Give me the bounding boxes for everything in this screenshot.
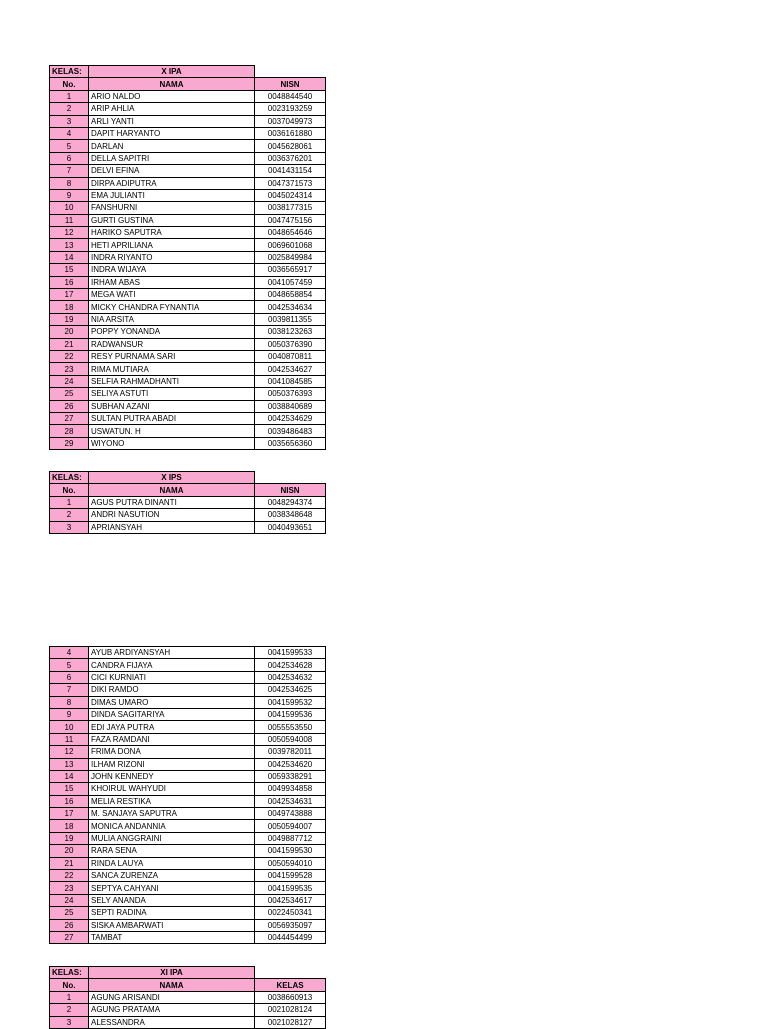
table-row bbox=[50, 882, 326, 894]
row-number: 25 bbox=[50, 907, 89, 919]
student-id: 0041084585 bbox=[255, 375, 326, 387]
data-table bbox=[49, 471, 326, 534]
student-id: 0047475156 bbox=[255, 214, 326, 226]
row-number: 4 bbox=[50, 647, 89, 659]
student-id: 0038123263 bbox=[255, 326, 326, 338]
student-name: DIKI RAMDO bbox=[89, 684, 255, 696]
table-row bbox=[50, 388, 326, 400]
row-number: 17 bbox=[50, 808, 89, 820]
student-id: 0042534627 bbox=[255, 363, 326, 375]
student-id: 0049743888 bbox=[255, 808, 326, 820]
table-row bbox=[50, 770, 326, 782]
column-header-id: NISN bbox=[255, 484, 326, 496]
table-row bbox=[50, 783, 326, 795]
row-number: 15 bbox=[50, 783, 89, 795]
column-header-nama: NAMA bbox=[89, 78, 255, 90]
row-number: 1 bbox=[50, 496, 89, 508]
row-number: 10 bbox=[50, 721, 89, 733]
student-name: RINDA LAUYA bbox=[89, 857, 255, 869]
student-name: AGUS PUTRA DINANTI bbox=[89, 496, 255, 508]
student-name: INDRA WIJAYA bbox=[89, 264, 255, 276]
table-row bbox=[50, 189, 326, 201]
student-name: NIA ARSITA bbox=[89, 313, 255, 325]
student-id: 0050376390 bbox=[255, 338, 326, 350]
student-id: 0036376201 bbox=[255, 152, 326, 164]
row-number: 2 bbox=[50, 103, 89, 115]
table-row bbox=[50, 832, 326, 844]
student-id: 0042534617 bbox=[255, 894, 326, 906]
table-row bbox=[50, 425, 326, 437]
table-row bbox=[50, 931, 326, 943]
row-number: 16 bbox=[50, 276, 89, 288]
student-id: 0042534632 bbox=[255, 671, 326, 683]
student-name: SEPTI RADINA bbox=[89, 907, 255, 919]
student-name: KHOIRUL WAHYUDI bbox=[89, 783, 255, 795]
student-name: ALESSANDRA bbox=[89, 1016, 255, 1028]
student-name: DIMAS UMARO bbox=[89, 696, 255, 708]
student-id: 0042534631 bbox=[255, 795, 326, 807]
row-number: 5 bbox=[50, 659, 89, 671]
table-x-ips-continued bbox=[49, 646, 326, 944]
table-row bbox=[50, 795, 326, 807]
table-row bbox=[50, 647, 326, 659]
student-name: ARIO NALDO bbox=[89, 90, 255, 102]
table-row bbox=[50, 758, 326, 770]
student-id: 0048294374 bbox=[255, 496, 326, 508]
student-name: APRIANSYAH bbox=[89, 521, 255, 533]
row-number: 18 bbox=[50, 301, 89, 313]
student-id: 0038348648 bbox=[255, 509, 326, 521]
table-row bbox=[50, 313, 326, 325]
kelas-name: X IPA bbox=[89, 66, 255, 78]
student-id: 0041599530 bbox=[255, 845, 326, 857]
table-row bbox=[50, 857, 326, 869]
student-id: 0039811355 bbox=[255, 313, 326, 325]
student-name: DELLA SAPITRI bbox=[89, 152, 255, 164]
student-name: RARA SENA bbox=[89, 845, 255, 857]
student-name: FRIMA DONA bbox=[89, 746, 255, 758]
data-table bbox=[49, 65, 326, 450]
row-number: 20 bbox=[50, 326, 89, 338]
data-table bbox=[49, 646, 326, 944]
student-name: RIMA MUTIARA bbox=[89, 363, 255, 375]
table-row bbox=[50, 496, 326, 508]
table-row bbox=[50, 1016, 326, 1028]
student-id: 0069601068 bbox=[255, 239, 326, 251]
student-name: MONICA ANDANNIA bbox=[89, 820, 255, 832]
student-name: EDI JAYA PUTRA bbox=[89, 721, 255, 733]
data-table bbox=[49, 966, 326, 1029]
student-id: 0036161880 bbox=[255, 127, 326, 139]
table-row bbox=[50, 820, 326, 832]
row-number: 13 bbox=[50, 239, 89, 251]
row-number: 9 bbox=[50, 189, 89, 201]
row-number: 3 bbox=[50, 521, 89, 533]
row-number: 29 bbox=[50, 437, 89, 449]
table-row bbox=[50, 991, 326, 1003]
student-name: SUBHAN AZANI bbox=[89, 400, 255, 412]
student-id: 0042534625 bbox=[255, 684, 326, 696]
student-id: 0041599532 bbox=[255, 696, 326, 708]
table-row bbox=[50, 870, 326, 882]
student-id: 0048844540 bbox=[255, 90, 326, 102]
column-header-nama: NAMA bbox=[89, 484, 255, 496]
row-number: 7 bbox=[50, 165, 89, 177]
student-id: 0042534634 bbox=[255, 301, 326, 313]
kelas-label: KELAS: bbox=[50, 66, 89, 78]
table-row bbox=[50, 251, 326, 263]
table-row bbox=[50, 412, 326, 424]
row-number: 25 bbox=[50, 388, 89, 400]
student-name: ILHAM RIZONI bbox=[89, 758, 255, 770]
student-name: SANCA ZURENZA bbox=[89, 870, 255, 882]
student-name: MEGA WATI bbox=[89, 289, 255, 301]
column-header-id: NISN bbox=[255, 78, 326, 90]
table-row bbox=[50, 708, 326, 720]
row-number: 19 bbox=[50, 832, 89, 844]
table-row bbox=[50, 239, 326, 251]
student-id: 0045628061 bbox=[255, 140, 326, 152]
student-name: HETI APRILIANA bbox=[89, 239, 255, 251]
header-row bbox=[50, 484, 326, 496]
student-id: 0038177315 bbox=[255, 202, 326, 214]
student-name: AYUB ARDIYANSYAH bbox=[89, 647, 255, 659]
table-row bbox=[50, 684, 326, 696]
table-row bbox=[50, 214, 326, 226]
student-id: 0039486483 bbox=[255, 425, 326, 437]
student-id: 0050594008 bbox=[255, 733, 326, 745]
student-id: 0038660913 bbox=[255, 991, 326, 1003]
row-number: 1 bbox=[50, 90, 89, 102]
table-row bbox=[50, 264, 326, 276]
row-number: 24 bbox=[50, 375, 89, 387]
student-id: 0056935097 bbox=[255, 919, 326, 931]
student-id: 0022450341 bbox=[255, 907, 326, 919]
table-row bbox=[50, 894, 326, 906]
student-name: SELFIA RAHMADHANTI bbox=[89, 375, 255, 387]
student-id: 0040493651 bbox=[255, 521, 326, 533]
row-number: 13 bbox=[50, 758, 89, 770]
blank-cell bbox=[255, 66, 326, 78]
table-row bbox=[50, 165, 326, 177]
student-id: 0021028127 bbox=[255, 1016, 326, 1028]
student-id: 0042534628 bbox=[255, 659, 326, 671]
row-number: 23 bbox=[50, 363, 89, 375]
table-row bbox=[50, 90, 326, 102]
row-number: 6 bbox=[50, 671, 89, 683]
student-id: 0037049973 bbox=[255, 115, 326, 127]
row-number: 19 bbox=[50, 313, 89, 325]
student-name: DAPIT HARYANTO bbox=[89, 127, 255, 139]
table-row bbox=[50, 1004, 326, 1016]
blank-cell bbox=[255, 472, 326, 484]
table-x-ips bbox=[49, 471, 326, 534]
table-row bbox=[50, 845, 326, 857]
row-number: 14 bbox=[50, 251, 89, 263]
header-row bbox=[50, 979, 326, 991]
kelas-name: X IPS bbox=[89, 472, 255, 484]
column-header-no: No. bbox=[50, 979, 89, 991]
table-row bbox=[50, 326, 326, 338]
student-name: MELIA RESTIKA bbox=[89, 795, 255, 807]
row-number: 4 bbox=[50, 127, 89, 139]
student-id: 0041057459 bbox=[255, 276, 326, 288]
student-name: DIRPA ADIPUTRA bbox=[89, 177, 255, 189]
row-number: 1 bbox=[50, 991, 89, 1003]
student-name: CICI KURNIATI bbox=[89, 671, 255, 683]
kelas-label: KELAS: bbox=[50, 967, 89, 979]
student-id: 0048658854 bbox=[255, 289, 326, 301]
header-row bbox=[50, 78, 326, 90]
row-number: 7 bbox=[50, 684, 89, 696]
column-header-nama: NAMA bbox=[89, 979, 255, 991]
student-id: 0055553550 bbox=[255, 721, 326, 733]
row-number: 15 bbox=[50, 264, 89, 276]
table-row bbox=[50, 103, 326, 115]
row-number: 28 bbox=[50, 425, 89, 437]
table-row bbox=[50, 746, 326, 758]
student-id: 0050376393 bbox=[255, 388, 326, 400]
student-name: CANDRA FIJAYA bbox=[89, 659, 255, 671]
table-row bbox=[50, 127, 326, 139]
row-number: 12 bbox=[50, 227, 89, 239]
student-id: 0042534629 bbox=[255, 412, 326, 424]
row-number: 3 bbox=[50, 115, 89, 127]
table-row bbox=[50, 289, 326, 301]
table-row bbox=[50, 400, 326, 412]
row-number: 26 bbox=[50, 400, 89, 412]
kelas-row bbox=[50, 472, 326, 484]
student-name: M. SANJAYA SAPUTRA bbox=[89, 808, 255, 820]
row-number: 27 bbox=[50, 931, 89, 943]
table-row bbox=[50, 808, 326, 820]
student-name: SISKA AMBARWATI bbox=[89, 919, 255, 931]
student-id: 0040870811 bbox=[255, 350, 326, 362]
row-number: 3 bbox=[50, 1016, 89, 1028]
table-row bbox=[50, 509, 326, 521]
row-number: 16 bbox=[50, 795, 89, 807]
student-id: 0041599536 bbox=[255, 708, 326, 720]
table-row bbox=[50, 276, 326, 288]
row-number: 27 bbox=[50, 412, 89, 424]
student-name: SELY ANANDA bbox=[89, 894, 255, 906]
student-id: 0049887712 bbox=[255, 832, 326, 844]
row-number: 18 bbox=[50, 820, 89, 832]
column-header-no: No. bbox=[50, 484, 89, 496]
student-name: DELVI EFINA bbox=[89, 165, 255, 177]
row-number: 8 bbox=[50, 696, 89, 708]
table-row bbox=[50, 350, 326, 362]
row-number: 21 bbox=[50, 857, 89, 869]
column-header-id: KELAS bbox=[255, 979, 326, 991]
table-row bbox=[50, 338, 326, 350]
student-name: SEPTYA CAHYANI bbox=[89, 882, 255, 894]
table-xi-ipa bbox=[49, 966, 326, 1029]
student-name: POPPY YONANDA bbox=[89, 326, 255, 338]
kelas-label: KELAS: bbox=[50, 472, 89, 484]
student-id: 0036565917 bbox=[255, 264, 326, 276]
student-name: USWATUN. H bbox=[89, 425, 255, 437]
student-name: SULTAN PUTRA ABADI bbox=[89, 412, 255, 424]
student-name: ARIP AHLIA bbox=[89, 103, 255, 115]
student-name: TAMBAT bbox=[89, 931, 255, 943]
table-row bbox=[50, 696, 326, 708]
student-name: AGUNG PRATAMA bbox=[89, 1004, 255, 1016]
row-number: 22 bbox=[50, 350, 89, 362]
row-number: 11 bbox=[50, 214, 89, 226]
row-number: 10 bbox=[50, 202, 89, 214]
row-number: 5 bbox=[50, 140, 89, 152]
row-number: 22 bbox=[50, 870, 89, 882]
student-id: 0041599535 bbox=[255, 882, 326, 894]
student-id: 0042534620 bbox=[255, 758, 326, 770]
table-row bbox=[50, 375, 326, 387]
student-name: GURTI GUSTINA bbox=[89, 214, 255, 226]
table-x-ipa bbox=[49, 65, 326, 450]
student-id: 0048654646 bbox=[255, 227, 326, 239]
row-number: 14 bbox=[50, 770, 89, 782]
student-name: AGUNG ARISANDI bbox=[89, 991, 255, 1003]
table-row bbox=[50, 437, 326, 449]
student-name: SELIYA ASTUTI bbox=[89, 388, 255, 400]
table-row bbox=[50, 227, 326, 239]
row-number: 12 bbox=[50, 746, 89, 758]
student-id: 0050594010 bbox=[255, 857, 326, 869]
table-row bbox=[50, 907, 326, 919]
student-id: 0038840689 bbox=[255, 400, 326, 412]
table-row bbox=[50, 919, 326, 931]
row-number: 9 bbox=[50, 708, 89, 720]
student-name: MICKY CHANDRA FYNANTIA bbox=[89, 301, 255, 313]
kelas-name: XI IPA bbox=[89, 967, 255, 979]
student-name: WIYONO bbox=[89, 437, 255, 449]
table-row bbox=[50, 521, 326, 533]
student-id: 0050594007 bbox=[255, 820, 326, 832]
row-number: 20 bbox=[50, 845, 89, 857]
student-id: 0021028124 bbox=[255, 1004, 326, 1016]
student-id: 0059338291 bbox=[255, 770, 326, 782]
student-id: 0023193259 bbox=[255, 103, 326, 115]
table-row bbox=[50, 140, 326, 152]
student-id: 0044454499 bbox=[255, 931, 326, 943]
row-number: 26 bbox=[50, 919, 89, 931]
row-number: 11 bbox=[50, 733, 89, 745]
student-id: 0045024314 bbox=[255, 189, 326, 201]
student-id: 0049934858 bbox=[255, 783, 326, 795]
student-id: 0041599528 bbox=[255, 870, 326, 882]
table-row bbox=[50, 659, 326, 671]
table-row bbox=[50, 301, 326, 313]
table-row bbox=[50, 202, 326, 214]
row-number: 21 bbox=[50, 338, 89, 350]
student-name: ARLI YANTI bbox=[89, 115, 255, 127]
student-name: ANDRI NASUTION bbox=[89, 509, 255, 521]
student-id: 0035656360 bbox=[255, 437, 326, 449]
student-name: DINDA SAGITARIYA bbox=[89, 708, 255, 720]
table-row bbox=[50, 152, 326, 164]
student-id: 0047371573 bbox=[255, 177, 326, 189]
row-number: 8 bbox=[50, 177, 89, 189]
student-name: FAZA RAMDANI bbox=[89, 733, 255, 745]
row-number: 6 bbox=[50, 152, 89, 164]
student-name: RESY PURNAMA SARI bbox=[89, 350, 255, 362]
table-row bbox=[50, 671, 326, 683]
row-number: 17 bbox=[50, 289, 89, 301]
student-name: HARIKO SAPUTRA bbox=[89, 227, 255, 239]
student-name: JOHN KENNEDY bbox=[89, 770, 255, 782]
table-row bbox=[50, 733, 326, 745]
row-number: 24 bbox=[50, 894, 89, 906]
student-id: 0041599533 bbox=[255, 647, 326, 659]
student-name: FANSHURNI bbox=[89, 202, 255, 214]
student-name: IRHAM ABAS bbox=[89, 276, 255, 288]
kelas-row bbox=[50, 66, 326, 78]
row-number: 2 bbox=[50, 509, 89, 521]
table-row bbox=[50, 115, 326, 127]
student-id: 0039782011 bbox=[255, 746, 326, 758]
student-name: EMA JULIANTI bbox=[89, 189, 255, 201]
kelas-row bbox=[50, 967, 326, 979]
row-number: 23 bbox=[50, 882, 89, 894]
student-id: 0041431154 bbox=[255, 165, 326, 177]
student-name: DARLAN bbox=[89, 140, 255, 152]
row-number: 2 bbox=[50, 1004, 89, 1016]
student-name: MULIA ANGGRAINI bbox=[89, 832, 255, 844]
table-row bbox=[50, 177, 326, 189]
blank-cell bbox=[255, 967, 326, 979]
student-id: 0025849984 bbox=[255, 251, 326, 263]
table-row bbox=[50, 721, 326, 733]
column-header-no: No. bbox=[50, 78, 89, 90]
student-name: RADWANSUR bbox=[89, 338, 255, 350]
table-row bbox=[50, 363, 326, 375]
student-name: INDRA RIYANTO bbox=[89, 251, 255, 263]
